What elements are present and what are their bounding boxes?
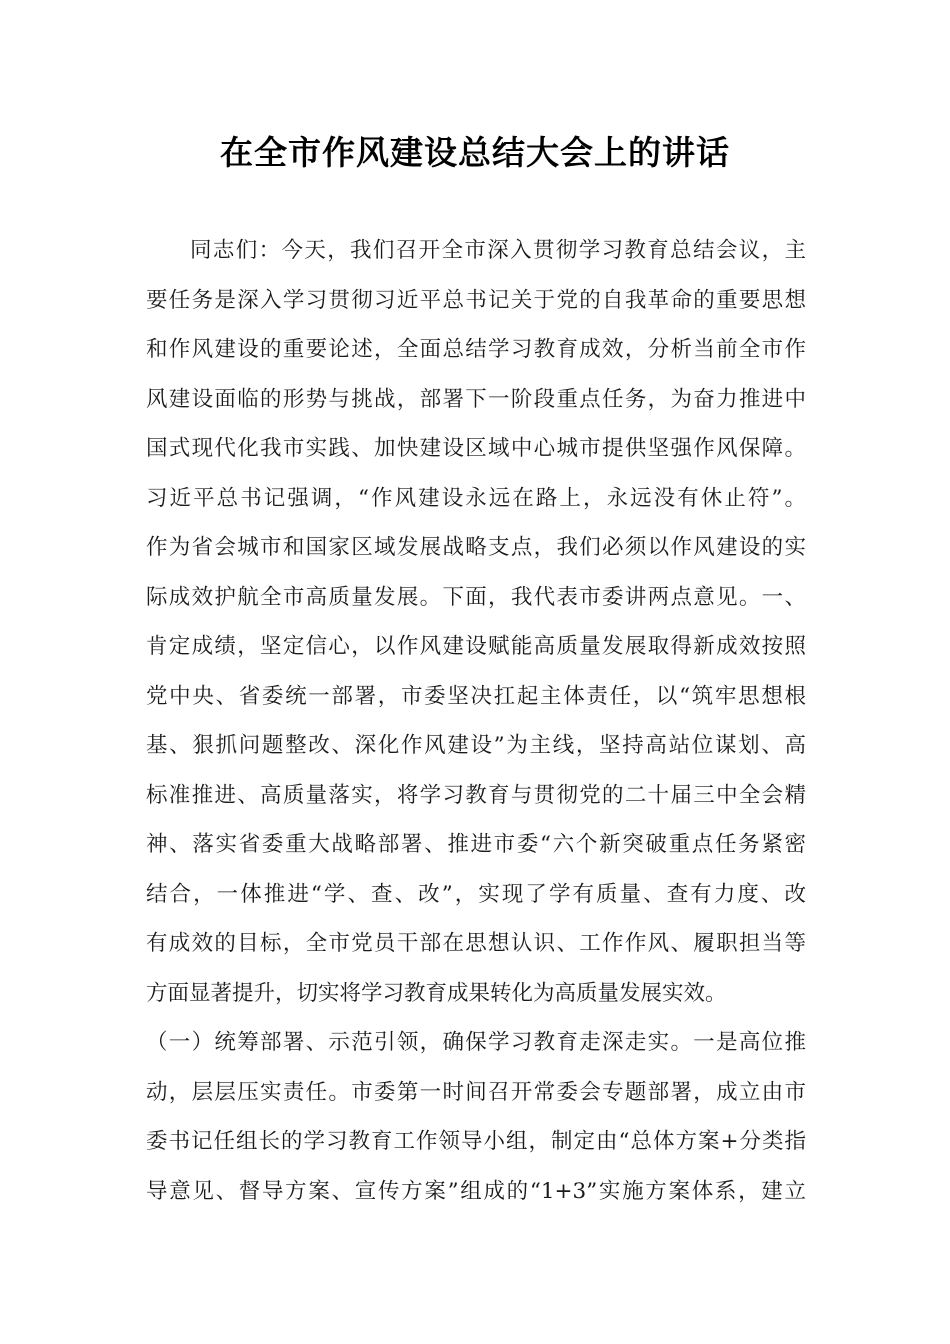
body-line: 习近平总书记强调，“作风建设永远在路上，永远没有休止符”。	[146, 486, 806, 511]
body-line: 基、狠抓问题整改、深化作风建设”为主线，坚持高站位谋划、高	[146, 733, 806, 758]
body-line: 作为省会城市和国家区域发展战略支点，我们必须以作风建设的实	[146, 535, 806, 560]
body-line: 有成效的目标，全市党员干部在思想认识、工作作风、履职担当等	[146, 931, 806, 956]
body-line: 方面显著提升，切实将学习教育成果转化为高质量发展实效。	[146, 981, 727, 1006]
body-line: 际成效护航全市高质量发展。下面，我代表市委讲两点意见。一、	[146, 585, 806, 610]
body-line: 神、落实省委重大战略部署、推进市委“六个新突破重点任务紧密	[146, 832, 806, 857]
body-line: 动，层层压实责任。市委第一时间召开常委会专题部署，成立由市	[146, 1080, 806, 1105]
body-line: 肯定成绩，坚定信心，以作风建设赋能高质量发展取得新成效按照	[146, 634, 806, 659]
body-line: 委书记任组长的学习教育工作领导小组，制定由“总体方案+分类指	[146, 1129, 806, 1154]
body-line: 和作风建设的重要论述，全面总结学习教育成效，分析当前全市作	[146, 337, 806, 362]
document-title: 在全市作风建设总结大会上的讲话	[220, 133, 730, 172]
body-line: （一）统筹部署、示范引领，确保学习教育走深走实。一是高位推	[146, 1030, 806, 1055]
body-line: 国式现代化我市实践、加快建设区域中心城市提供坚强作风保障。	[146, 436, 806, 461]
body-line: 要任务是深入学习贯彻习近平总书记关于党的自我革命的重要思想	[146, 288, 806, 313]
body-line: 标准推进、高质量落实，将学习教育与贯彻党的二十届三中全会精	[146, 783, 806, 808]
body-line: 结合，一体推进“学、查、改”，实现了学有质量、查有力度、改	[146, 882, 806, 907]
body-line: 同志们：今天，我们召开全市深入贯彻学习教育总结会议，主	[190, 238, 806, 263]
body-line: 党中央、省委统一部署，市委坚决扛起主体责任，以“筑牢思想根	[146, 684, 806, 709]
body-line: 风建设面临的形势与挑战，部署下一阶段重点任务，为奋力推进中	[146, 387, 806, 412]
body-line: 导意见、督导方案、宣传方案”组成的“1+3”实施方案体系，建立	[146, 1179, 806, 1204]
